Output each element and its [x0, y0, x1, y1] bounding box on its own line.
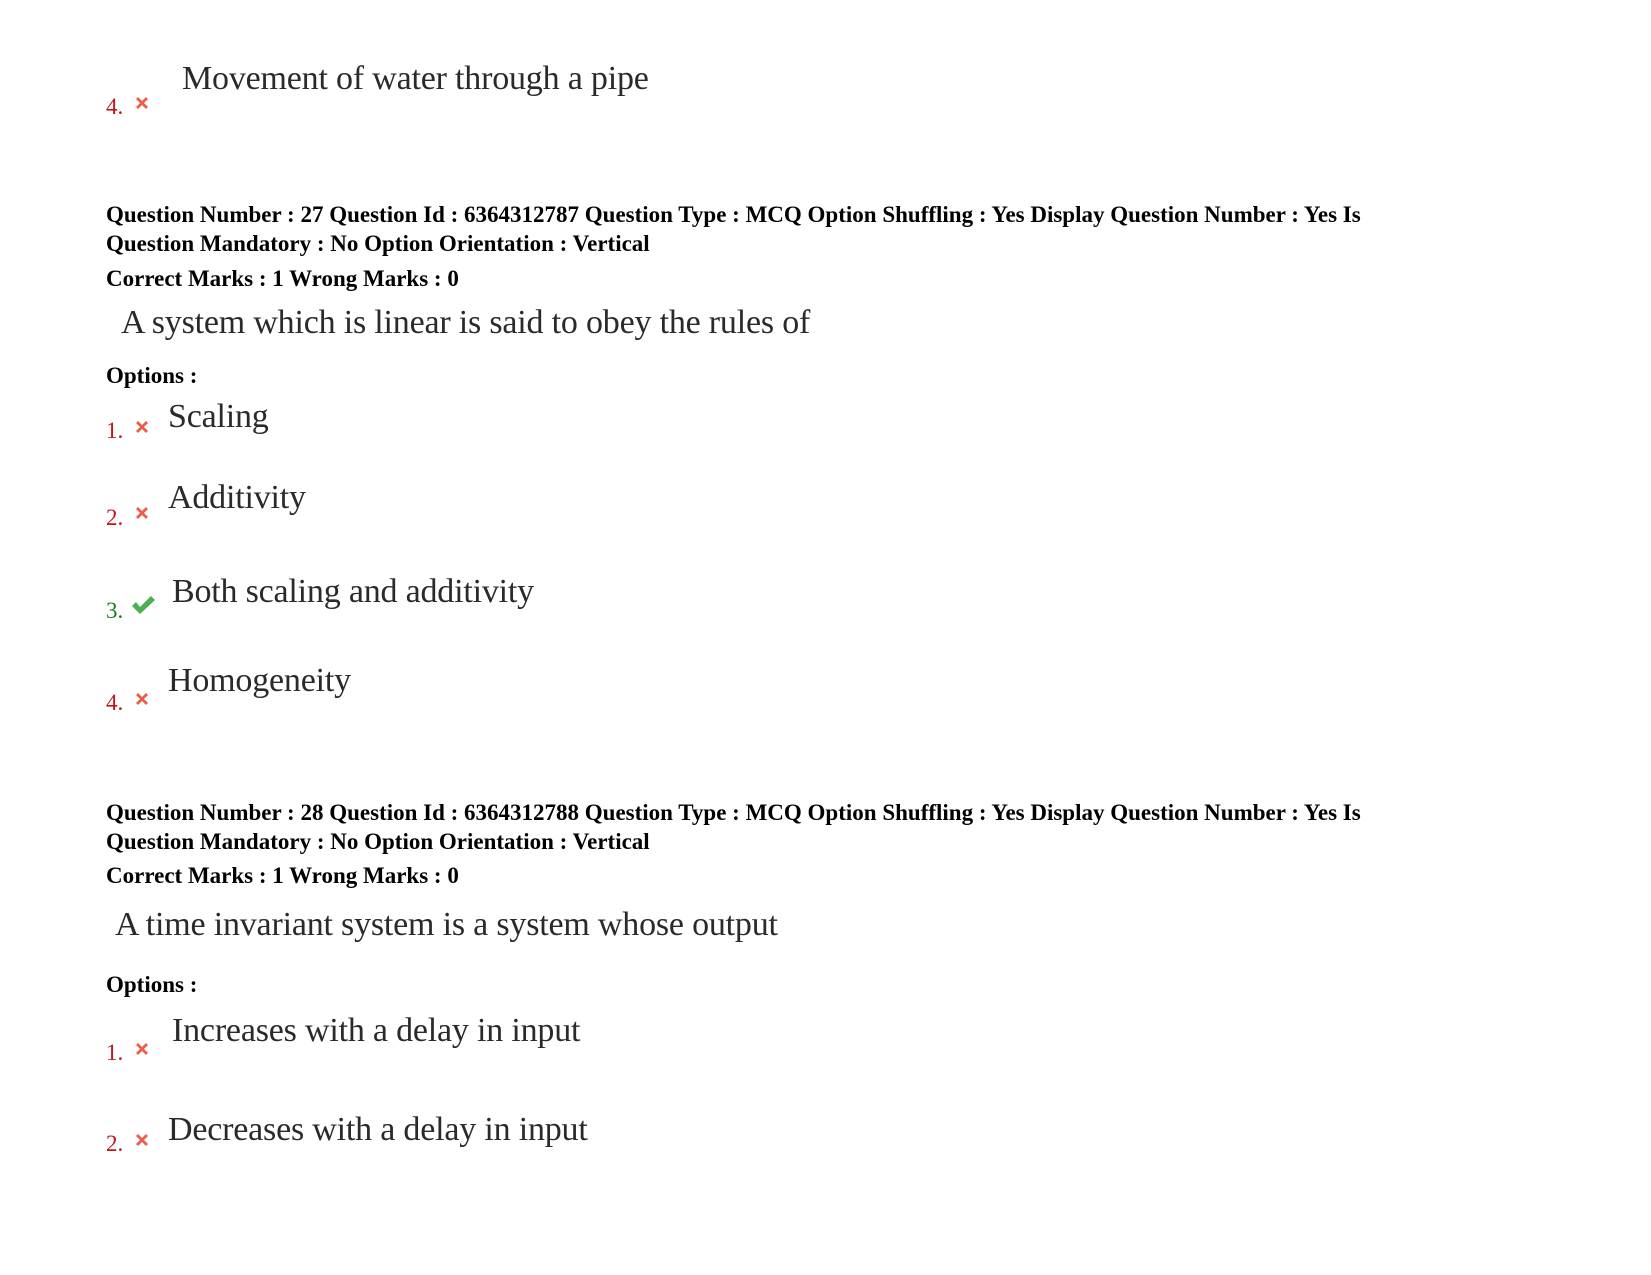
- cross-icon: [133, 418, 151, 441]
- question-28-option-2-text: Decreases with a delay in input: [168, 1111, 588, 1148]
- question-27-option-3-text: Both scaling and additivity: [172, 573, 534, 610]
- question-27-options-label: Options :: [106, 363, 198, 388]
- cross-icon: [133, 94, 151, 117]
- question-27-option-2-text: Additivity: [168, 479, 306, 516]
- question-28-meta-line1: Question Number : 28 Question Id : 6364312788 Question Type : MCQ Option Shuffling : Yes Display Question Number : Yes Is: [106, 800, 1361, 825]
- prev-option-4-text: Movement of water through a pipe: [182, 60, 649, 97]
- question-27-option-3-number: 3.: [106, 598, 124, 623]
- cross-icon: [133, 504, 151, 527]
- question-27-option-4-number: 4.: [106, 690, 124, 715]
- question-28-option-1-number: 1.: [106, 1040, 124, 1065]
- check-icon: [130, 594, 156, 621]
- question-27-text: A system which is linear is said to obey the rules of: [121, 304, 811, 341]
- question-27-option-2-number: 2.: [106, 505, 124, 530]
- question-27-meta-line1: Question Number : 27 Question Id : 6364312787 Question Type : MCQ Option Shuffling : Yes Display Question Number : Yes Is: [106, 202, 1361, 227]
- question-28-option-1-text: Increases with a delay in input: [172, 1012, 581, 1049]
- question-27-marks: Correct Marks : 1 Wrong Marks : 0: [106, 266, 459, 291]
- question-28-options-label: Options :: [106, 972, 198, 997]
- prev-option-4-number: 4.: [106, 94, 124, 119]
- cross-icon: [133, 1131, 151, 1154]
- question-28-header: [106, 798, 1361, 856]
- question-28-marks: Correct Marks : 1 Wrong Marks : 0: [106, 863, 459, 888]
- question-27-option-1-number: 1.: [106, 418, 124, 443]
- cross-icon: [133, 1040, 151, 1063]
- question-28-meta-line2: Question Mandatory : No Option Orientation : Vertical: [106, 829, 650, 854]
- cross-icon: [133, 690, 151, 713]
- question-27-option-1-text: Scaling: [168, 398, 269, 435]
- question-28-text: A time invariant system is a system whose output: [115, 906, 778, 943]
- question-27-option-4-text: Homogeneity: [168, 662, 351, 699]
- question-27-header: [106, 200, 1361, 258]
- question-28-option-2-number: 2.: [106, 1131, 124, 1156]
- question-27-meta-line2: Question Mandatory : No Option Orientation : Vertical: [106, 231, 650, 256]
